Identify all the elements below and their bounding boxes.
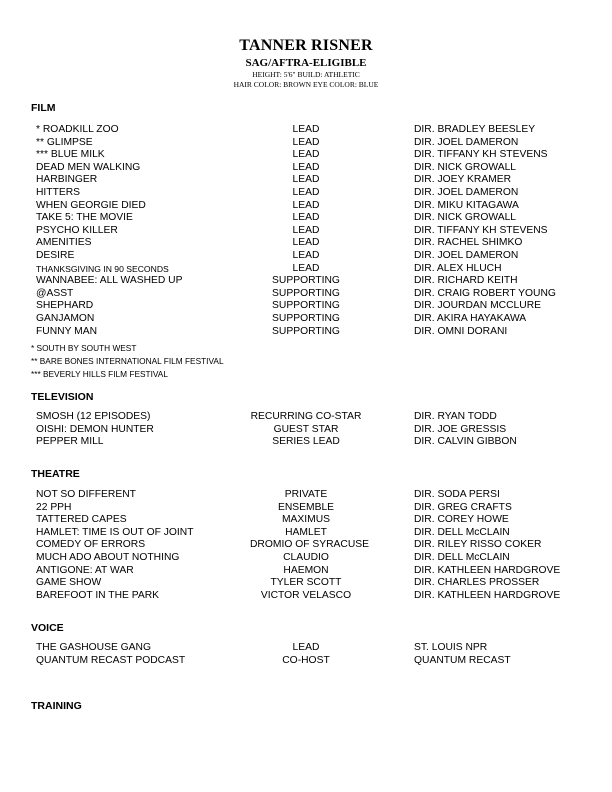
theatre-credit-row (0, 590, 612, 603)
television-credits (0, 411, 612, 449)
credit-director: DIR. JOURDAN MCCLURE (414, 300, 542, 312)
credit-role: LEAD (292, 161, 320, 173)
television-credit-row (0, 436, 612, 449)
credit-director: DIR. SODA PERSI (414, 489, 500, 500)
credit-director: DIR. NICK GROWALL (414, 212, 517, 224)
credit-title: MUCH ADO ABOUT NOTHING (36, 551, 180, 563)
theatre-credit-row (0, 577, 612, 590)
film-credit-row (0, 263, 612, 276)
credit-director: DIR. JOEY KRAMER (414, 174, 512, 186)
television-credit-row (0, 424, 612, 437)
credit-title: 22 PPH (36, 501, 72, 513)
actor-name: TANNER RISNER (239, 37, 373, 54)
theatre-heading: THEATRE (31, 468, 80, 480)
training-heading: TRAINING (31, 700, 82, 712)
theatre-credit-row (0, 527, 612, 540)
credit-role: TYLER SCOTT (270, 577, 342, 589)
credit-title: WHEN GEORGIE DIED (36, 199, 146, 211)
theatre-credit-row (0, 502, 612, 515)
credit-director: DIR. JOEL DAMERON (414, 186, 519, 198)
credit-director: DIR. RILEY RISSO COKER (414, 539, 542, 551)
film-credit-row (0, 149, 612, 162)
credit-role: RECURRING CO-STAR (250, 411, 362, 422)
credit-role: GUEST STAR (273, 423, 339, 435)
credit-role: CO-HOST (282, 654, 330, 666)
film-credit-row (0, 237, 612, 250)
credit-title: PEPPER MILL (36, 436, 104, 448)
credit-title: DEAD MEN WALKING (36, 161, 141, 173)
credit-role: LEAD (292, 249, 320, 261)
film-credit-row (0, 275, 612, 288)
credit-director: DIR. JOEL DAMERON (414, 136, 519, 148)
voice-heading: VOICE (31, 622, 64, 634)
credit-role: LEAD (292, 212, 320, 224)
credit-title: COMEDY OF ERRORS (36, 539, 146, 551)
theatre-credits (0, 489, 612, 602)
theatre-credit-row (0, 489, 612, 502)
credit-director: DIR. DELL McCLAIN (414, 551, 510, 563)
credit-director: DIR. AKIRA HAYAKAWA (414, 312, 527, 324)
voice-credit-row (0, 655, 612, 668)
credit-title: ANTIGONE: AT WAR (36, 564, 134, 576)
credit-role: HAEMON (283, 564, 329, 576)
credit-role: LEAD (292, 262, 320, 274)
credit-role: SUPPORTING (272, 325, 340, 337)
credit-title: THANKSGIVING IN 90 SECONDS (36, 263, 169, 274)
credit-role: PRIVATE (284, 489, 328, 500)
film-festival-notes (31, 342, 224, 382)
credit-director: DIR. DELL McCLAIN (414, 526, 510, 538)
credit-role: VICTOR VELASCO (260, 589, 352, 601)
credit-title: WANNABEE: ALL WASHED UP (36, 275, 183, 287)
credit-title: * ROADKILL ZOO (36, 124, 119, 135)
credit-title: GANJAMON (36, 312, 95, 324)
credit-director: DIR. CALVIN GIBBON (414, 436, 517, 448)
credit-director: DIR. JOEL DAMERON (414, 249, 519, 261)
festival-note: ** BARE BONES INTERNATIONAL FILM FESTIVAL (31, 356, 224, 367)
credit-role: LEAD (292, 186, 320, 198)
festival-note: *** BEVERLY HILLS FILM FESTIVAL (31, 369, 168, 380)
credit-director: DIR. CHARLES PROSSER (414, 577, 540, 589)
credit-title: BAREFOOT IN THE PARK (36, 589, 160, 601)
credit-role: LEAD (292, 237, 320, 249)
credit-role: LEAD (292, 124, 320, 135)
film-credits (0, 124, 612, 338)
credit-director: DIR. JOE GRESSIS (414, 423, 507, 435)
union-status: SAG/AFTRA-ELIGIBLE (245, 57, 367, 69)
credit-director: DIR. COREY HOWE (414, 514, 509, 526)
film-credit-row (0, 174, 612, 187)
credit-title: GAME SHOW (36, 577, 102, 589)
television-heading: TELEVISION (31, 391, 94, 403)
film-credit-row (0, 313, 612, 326)
credit-director: DIR. RICHARD KEITH (414, 275, 518, 287)
credit-role: CLAUDIO (283, 551, 329, 563)
credit-title: THE GASHOUSE GANG (36, 642, 152, 653)
voice-credits (0, 642, 612, 667)
credit-director: DIR. BRADLEY BEESLEY (414, 124, 536, 135)
film-heading: FILM (31, 102, 56, 114)
credit-title: FUNNY MAN (36, 325, 98, 337)
credit-role: SUPPORTING (272, 300, 340, 312)
credit-title: PSYCHO KILLER (36, 224, 118, 236)
credit-title: TATTERED CAPES (36, 514, 127, 526)
credit-title: DESIRE (36, 249, 75, 261)
stats-height-build: HEIGHT: 5'6" BUILD: ATHLETIC (252, 70, 360, 79)
credit-title: SHEPHARD (36, 300, 94, 312)
credit-director: DIR. KATHLEEN HARDGROVE (414, 564, 561, 576)
film-credit-row (0, 162, 612, 175)
credit-role: LEAD (292, 224, 320, 236)
credit-role: SUPPORTING (272, 287, 340, 299)
credit-title: HAMLET: TIME IS OUT OF JOINT (36, 526, 194, 538)
credit-role: HAMLET (285, 526, 327, 538)
film-credit-row (0, 288, 612, 301)
credit-title: AMENITIES (36, 237, 92, 249)
theatre-credit-row (0, 552, 612, 565)
credit-role: SUPPORTING (272, 312, 340, 324)
credit-title: @ASST (36, 287, 74, 299)
credit-title: *** BLUE MILK (36, 149, 105, 161)
credit-role: ENSEMBLE (277, 501, 335, 513)
credit-director: DIR. GREG CRAFTS (414, 501, 512, 513)
credit-title: HARBINGER (36, 174, 98, 186)
credit-director: DIR. TIFFANY KH STEVENS (414, 224, 548, 236)
credit-title: QUANTUM RECAST PODCAST (36, 654, 186, 666)
film-credit-row (0, 187, 612, 200)
credit-role: DROMIO OF SYRACUSE (250, 539, 369, 551)
credit-title: NOT SO DIFFERENT (36, 489, 136, 500)
credit-role: LEAD (292, 174, 320, 186)
credit-director: DIR. NICK GROWALL (414, 161, 517, 173)
credit-title: SMOSH (12 EPISODES) (36, 411, 151, 422)
voice-credit-row (0, 642, 612, 655)
credit-director: DIR. KATHLEEN HARDGROVE (414, 589, 561, 601)
credit-title: HITTERS (36, 186, 81, 198)
credit-role: LEAD (292, 199, 320, 211)
credit-title: ** GLIMPSE (36, 136, 93, 148)
credit-title: OISHI: DEMON HUNTER (36, 423, 154, 435)
film-credit-row (0, 250, 612, 263)
credit-director: DIR. CRAIG ROBERT YOUNG (414, 287, 556, 299)
film-credit-row (0, 326, 612, 339)
film-credit-row (0, 300, 612, 313)
theatre-credit-row (0, 539, 612, 552)
credit-director: ST. LOUIS NPR (414, 642, 488, 653)
credit-role: SERIES LEAD (272, 436, 340, 448)
credit-director: DIR. ALEX HLUCH (414, 262, 502, 274)
credit-director: DIR. RYAN TODD (414, 411, 497, 422)
stats-hair-eye: HAIR COLOR: BROWN EYE COLOR: BLUE (233, 80, 379, 89)
film-credit-row (0, 200, 612, 213)
film-credit-row (0, 137, 612, 150)
credit-role: LEAD (292, 642, 320, 653)
credit-role: LEAD (292, 136, 320, 148)
credit-role: SUPPORTING (272, 275, 340, 287)
credit-director: DIR. TIFFANY KH STEVENS (414, 149, 548, 161)
credit-director: DIR. RACHEL SHIMKO (414, 237, 523, 249)
credit-title: TAKE 5: THE MOVIE (36, 212, 133, 224)
theatre-credit-row (0, 514, 612, 527)
credit-director: DIR. MIKU KITAGAWA (414, 199, 519, 211)
credit-role: LEAD (292, 149, 320, 161)
film-credit-row (0, 225, 612, 238)
credit-role: MAXIMUS (281, 514, 331, 526)
festival-note: * SOUTH BY SOUTH WEST (31, 343, 137, 353)
credit-director: DIR. OMNI DORANI (414, 325, 508, 337)
credit-director: QUANTUM RECAST (414, 654, 511, 666)
resume-header (0, 36, 612, 90)
film-credit-row (0, 212, 612, 225)
theatre-credit-row (0, 565, 612, 578)
television-credit-row (0, 411, 612, 424)
film-credit-row (0, 124, 612, 137)
